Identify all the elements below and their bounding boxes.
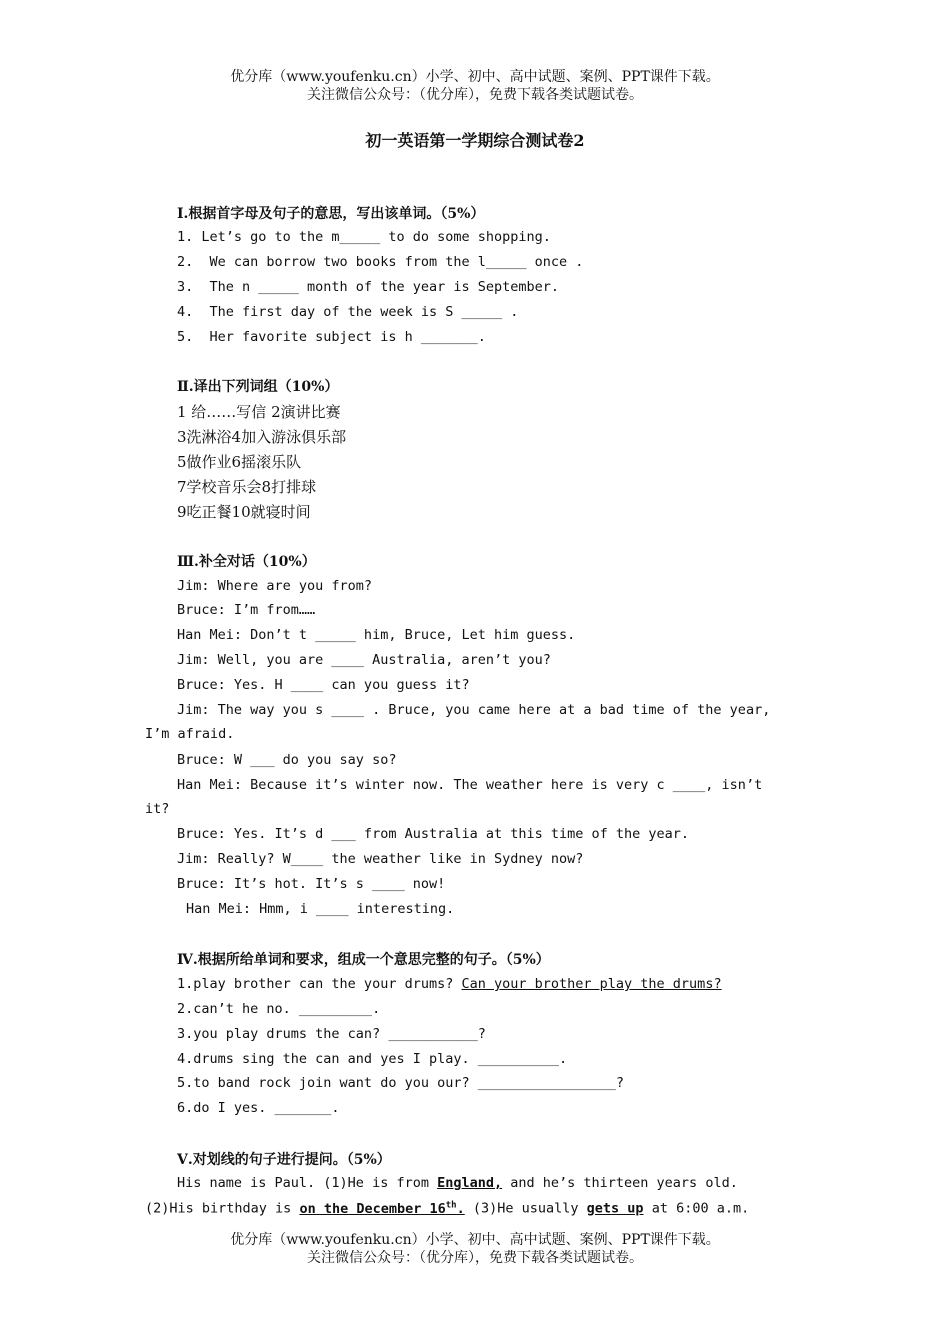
s2-item-3: 5做作业6摇滚乐队 bbox=[177, 453, 302, 471]
s1-item-2: 2. We can borrow two books from the l_____ once . bbox=[177, 254, 584, 270]
s5-underlined-2-text: on the December 16 bbox=[299, 1200, 446, 1217]
page-title: 初一英语第一学期综合测试卷2 bbox=[365, 131, 585, 150]
dialogue-line: Bruce: W ___ do you say so? bbox=[177, 752, 397, 768]
header-line-2: 关注微信公众号：（优分库），免费下载各类试题试卷。 bbox=[307, 87, 643, 103]
section-4-heading: Ⅳ.根据所给单词和要求，组成一个意思完整的句子。（5%） bbox=[177, 952, 550, 968]
dialogue-line: Han Mei: Hmm, i ____ interesting. bbox=[186, 901, 455, 917]
s5-text: at 6:00 a.m. bbox=[643, 1200, 750, 1217]
section-1-heading: Ⅰ.根据首字母及句子的意思，写出该单词。（5%） bbox=[177, 206, 485, 222]
dialogue-line: Bruce: I’m from…… bbox=[177, 602, 316, 618]
section-5-heading: Ⅴ.对划线的句子进行提问。（5%） bbox=[177, 1152, 391, 1168]
dialogue-line: Bruce: It’s hot. It’s s ____ now! bbox=[177, 876, 446, 892]
s4-item-4: 4.drums sing the can and yes I play. __________. bbox=[177, 1051, 568, 1067]
s1-item-1: 1. Let’s go to the m_____ to do some shopping. bbox=[177, 229, 551, 245]
dialogue-line: Bruce: Yes. H ____ can you guess it? bbox=[177, 677, 470, 693]
s4-item-3: 3.you play drums the can? ___________? bbox=[177, 1026, 486, 1042]
s5-underlined-2 bbox=[299, 1201, 464, 1217]
s4-q1: 1.play brother can the your drums? bbox=[177, 976, 454, 992]
s5-text: and he’s thirteen years old. bbox=[502, 1175, 738, 1191]
s4-item-6: 6.do I yes. _______. bbox=[177, 1100, 340, 1116]
dialogue-line: Han Mei: Don’t t _____ him, Bruce, Let him guess. bbox=[177, 627, 576, 643]
s5-text: (2)His birthday is bbox=[145, 1200, 300, 1217]
s5-line-2 bbox=[145, 1200, 749, 1217]
s2-item-2: 3洗淋浴4加入游泳俱乐部 bbox=[177, 428, 347, 446]
s4-item-2: 2.can’t he no. _________. bbox=[177, 1001, 381, 1017]
footer-line-2: 关注微信公众号：（优分库），免费下载各类试题试卷。 bbox=[307, 1250, 643, 1266]
s1-item-3: 3. The n _____ month of the year is September. bbox=[177, 279, 560, 295]
s5-text: His name is Paul. (1)He is from bbox=[177, 1175, 438, 1191]
s4-item-5: 5.to band rock join want do you our? _________________? bbox=[177, 1075, 625, 1091]
s5-underlined-3: gets up bbox=[586, 1200, 644, 1217]
s5-line-1 bbox=[177, 1175, 738, 1191]
s2-item-1: 1 给……写信 2演讲比赛 bbox=[177, 403, 341, 421]
dialogue-line: Jim: Well, you are ____ Australia, aren’t you? bbox=[177, 652, 551, 668]
s5-text: (3)He usually bbox=[464, 1200, 587, 1217]
dialogue-line: I’m afraid. bbox=[145, 726, 235, 742]
dialogue-line: Bruce: Yes. It’s d ___ from Australia at this time of the year. bbox=[177, 826, 690, 842]
s5-underlined-1: England, bbox=[437, 1175, 503, 1191]
section-3-heading: Ⅲ.补全对话（10%） bbox=[177, 554, 316, 570]
section-2-heading: Ⅱ.译出下列词组（10%） bbox=[177, 379, 339, 395]
s5-superscript: th bbox=[445, 1200, 457, 1210]
header-line-1: 优分库（www.youfenku.cn）小学、初中、高中试题、案例、PPT课件下载。 bbox=[230, 69, 720, 85]
s2-item-4: 7学校音乐会8打排球 bbox=[177, 478, 317, 496]
s1-item-5: 5. Her favorite subject is h _______. bbox=[177, 329, 486, 345]
dialogue-line: Jim: The way you s ____ . Bruce, you came here at a bad time of the year, bbox=[177, 702, 771, 718]
dialogue-line: it? bbox=[145, 801, 170, 817]
footer-line-1: 优分库（www.youfenku.cn）小学、初中、高中试题、案例、PPT课件下载。 bbox=[230, 1232, 720, 1248]
s5-underlined-2-end: . bbox=[456, 1200, 465, 1217]
s4-a1-example: Can your brother play the drums? bbox=[461, 976, 722, 992]
s2-item-5: 9吃正餐10就寝时间 bbox=[177, 503, 311, 521]
dialogue-line: Jim: Really? W____ the weather like in Sydney now? bbox=[177, 851, 584, 867]
s4-item-1 bbox=[177, 976, 722, 992]
dialogue-line: Jim: Where are you from? bbox=[177, 578, 373, 594]
s1-item-4: 4. The first day of the week is S _____ . bbox=[177, 304, 519, 320]
dialogue-line: Han Mei: Because it’s winter now. The weather here is very c ____, isn’t bbox=[177, 777, 763, 793]
